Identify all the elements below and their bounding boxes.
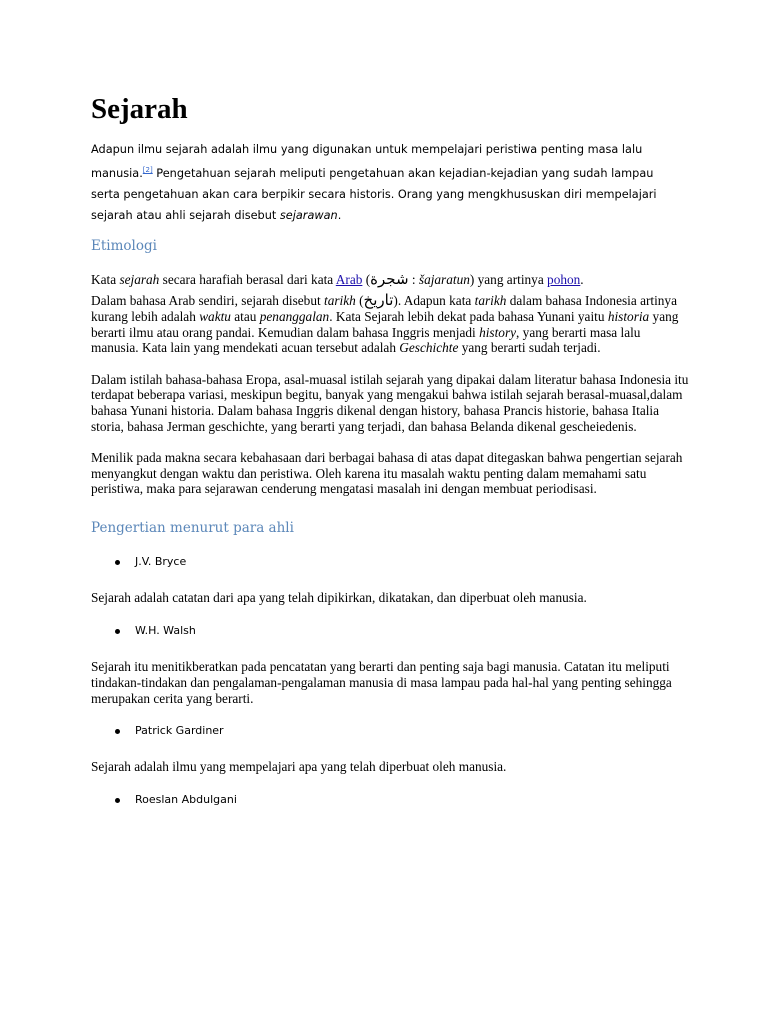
italic-term: waktu [199, 308, 231, 324]
italic-term: sejarah [119, 271, 160, 287]
document-page [91, 92, 691, 809]
list-item-expert [91, 791, 691, 809]
italic-term: history [479, 324, 517, 340]
etimologi-paragraph-2 [91, 293, 691, 355]
list-item-expert [91, 722, 691, 740]
etimologi-paragraph-1 [91, 269, 691, 288]
expert-name: J.V. Bryce [135, 554, 187, 568]
text: yang berarti ilmu atau orang pandai. Kemudian dalam bahasa Inggris menjadi [91, 308, 679, 340]
text: Dalam bahasa Arab sendiri, sejarah disebut [91, 293, 324, 309]
heading-pengertian: Pengertian menurut para ahli [91, 519, 294, 536]
text: ( [355, 293, 364, 309]
page-title: Sejarah [91, 93, 188, 125]
expert-definition: Sejarah itu menitikberatkan pada pencatatan yang berarti dan penting saja bagi manusia. Catatan itu meliputi tindakan-tindakan dan pengalaman-pengalaman manusia di masa lampau pada hal-hal yang penting sehingga merupakan cerita yang berarti. [91, 659, 672, 706]
link-arab[interactable]: Arab [335, 271, 363, 287]
intro-italic: sejarawan [279, 208, 338, 222]
bullet-icon [115, 629, 120, 634]
arabic-word-syajaratun: شجرة [370, 269, 409, 288]
text: . [580, 271, 584, 287]
arabic-word-tarikh: تاريخ [363, 291, 394, 310]
text: Kata [91, 271, 120, 287]
list-item-expert [91, 622, 691, 640]
italic-term: tarikh [474, 293, 507, 309]
text: , yang berarti masa lalu manusia. Kata lain yang mendekati acuan tersebut adalah [91, 324, 641, 356]
italic-term: Geschichte [399, 340, 459, 356]
bullet-icon [115, 729, 120, 734]
etimologi-paragraph-3: Dalam istilah bahasa-bahasa Eropa, asal-muasal istilah sejarah yang dipakai dalam literatur bahasa Indonesia itu terdapat beberapa variasi, meskipun begitu, banyak yang mengakui bahwa istilah sejarah berasal-muasal,dalam bahasa Yunani historia. Dalam bahasa Inggris dikenal dengan history, bahasa Prancis historie, bahasa Italia storia, bahasa Jerman geschichte, yang berarti yang terjadi, dan bahasa Belanda dikenal gescheiedenis. [91, 371, 689, 434]
text: ). Adapun kata [393, 293, 475, 309]
text: ( [362, 271, 371, 287]
text: dalam bahasa Indonesia artinya kurang lebih adalah [91, 293, 677, 324]
expert-definition: Sejarah adalah ilmu yang mempelajari apa yang telah diperbuat oleh manusia. [91, 759, 507, 775]
text: secara harafiah berasal dari kata [159, 271, 336, 287]
etimologi-paragraph-4: Menilik pada makna secara kebahasaan dari berbagai bahasa di atas dapat ditegaskan bahwa pengertian sejarah menyangkut dengan waktu dan peristiwa. Oleh karena itu masalah waktu penting dalam memahami satu peristiwa, maka para sejarawan cenderung mengatasi masalah ini dengan membuat periodisasi. [91, 450, 683, 497]
bullet-icon [115, 560, 120, 565]
italic-term: historia [607, 308, 650, 324]
list-item-expert [91, 553, 691, 571]
text: atau [230, 308, 260, 324]
intro-text: Adapun ilmu sejarah adalah ilmu yang digunakan untuk mempelajari peristiwa penting masa lalu manusia. [91, 143, 643, 180]
intro-end: . [337, 208, 342, 222]
text: . Kata Sejarah lebih dekat pada bahasa Yunani yaitu [329, 308, 608, 324]
italic-term: tarikh [324, 293, 356, 309]
text: : [408, 271, 419, 287]
text: ) yang artinya [469, 271, 548, 287]
link-pohon[interactable]: pohon [547, 271, 581, 287]
intro-paragraph [91, 139, 671, 226]
italic-term: šajaratun [418, 271, 470, 287]
expert-definition: Sejarah adalah catatan dari apa yang telah dipikirkan, dikatakan, dan diperbuat oleh manusia. [91, 589, 587, 605]
expert-name: W.H. Walsh [135, 624, 196, 638]
reference-link[interactable]: [2] [142, 166, 153, 174]
intro-text-2: Pengetahuan sejarah meliputi pengetahuan akan kejadian-kejadian yang sudah lampau serta pengetahuan akan cara berpikir secara historis. Orang yang mengkhususkan diri mempelajari sejarah atau ahli sejarah disebut [91, 166, 657, 222]
expert-name: Patrick Gardiner [135, 724, 224, 738]
italic-term: penanggalan [259, 308, 330, 324]
heading-etimologi: Etimologi [91, 237, 157, 254]
bullet-icon [115, 798, 120, 803]
expert-name: Roeslan Abdulgani [135, 792, 237, 806]
text: yang berarti sudah terjadi. [458, 340, 601, 356]
